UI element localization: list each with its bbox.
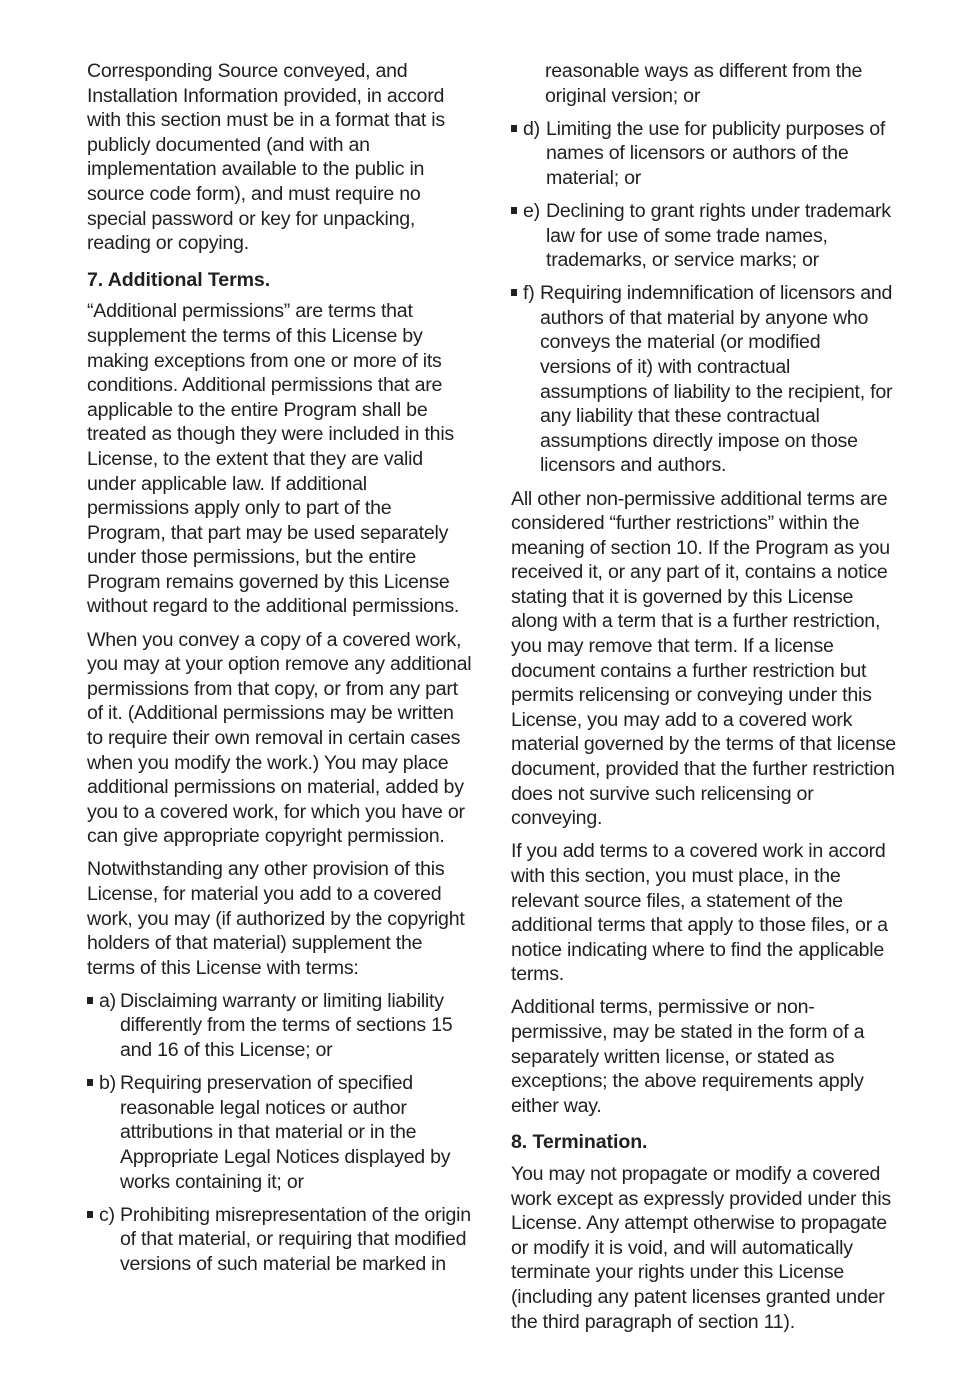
list-item-text: Requiring preservation of specified reasonable legal notices or author attributions in that material or in the Appropriate Legal Notices displayed by works containing it; or bbox=[120, 1072, 451, 1193]
square-bullet-icon bbox=[511, 289, 517, 296]
square-bullet-icon bbox=[511, 125, 517, 132]
list-item bbox=[511, 199, 896, 273]
list-item-text: Disclaiming warranty or limiting liability differently from the terms of sections 15 and 16 of this License; or bbox=[120, 989, 453, 1062]
list-item bbox=[87, 1071, 472, 1194]
left-column bbox=[87, 59, 472, 1285]
list-item-text: Limiting the use for publicity purposes of names of licensors or authors of the material; or bbox=[546, 117, 886, 189]
bullet-marker: f) bbox=[511, 281, 534, 306]
terms-list-left bbox=[87, 989, 472, 1277]
paragraph-additional-permissions: “Additional permissions” are terms that supplement the terms of this License by making exceptions from one or more of its conditions. Additional permissions that are applicable to the entire Program shall be treated as though they were included in this License, to the extent that they are valid under applicable law. If additional permissions apply only to part of the Program, that part may be used separately under those permissions, but the entire Program remains governed by this License without regard to the additional permissions. bbox=[87, 300, 460, 618]
list-item bbox=[87, 1203, 472, 1277]
terms-list-right bbox=[511, 117, 896, 478]
paragraph-termination: You may not propagate or modify a covered work except as expressly provided under this License. Any attempt otherwise to propagate or modify it is void, and will automatically terminate your rights under this License (including any patent licenses granted under the third paragraph of section 11). bbox=[511, 1162, 891, 1333]
paragraph-further-restrictions: All other non-permissive additional terms are considered “further restrictions” within the meaning of section 10. If the Program as you received it, or any part of it, contains a notice stating that it is governed by this License along with a term that is a further restriction, you may remove that term. If a license document contains a further restriction but permits relicensing or conveying under this License, you may add to a covered work material governed by the terms of that license document, provided that the further restriction does not survive such relicensing or conveying. bbox=[511, 487, 896, 830]
list-item-text: Declining to grant rights under trademark law for use of some trade names, trademarks, or service marks; or bbox=[546, 199, 891, 272]
bullet-marker: b) bbox=[87, 1071, 116, 1096]
square-bullet-icon bbox=[511, 207, 517, 214]
list-item bbox=[511, 281, 896, 478]
bullet-marker: c) bbox=[87, 1203, 115, 1228]
list-item-text: Requiring indemnification of licensors and authors of that material by anyone who conveys the material (or modified versions of it) with contractual assumptions of liability to the recipient, for any liability that these contractual assumptions directly impose on those licensors and authors. bbox=[540, 282, 893, 477]
list-item-text: Prohibiting misrepresentation of the origin of that material, or requiring that modified versions of such material be marked in bbox=[120, 1203, 471, 1275]
section-7-heading: 7. Additional Terms. bbox=[87, 268, 271, 291]
paragraph-remove-permissions: When you convey a copy of a covered work, you may at your option remove any additional permissions from that copy, or from any part of it. (Additional permissions may be written to require their own removal in certain cases when you modify the work.) You may place additional permissions on material, added by you to a covered work, for which you have or can give appropriate copyright permission. bbox=[87, 628, 472, 848]
square-bullet-icon bbox=[87, 1211, 93, 1218]
square-bullet-icon bbox=[87, 997, 93, 1004]
list-item-continuation: reasonable ways as different from the original version; or bbox=[545, 60, 863, 107]
bullet-marker: e) bbox=[511, 199, 540, 224]
paragraph-supplement-terms: Notwithstanding any other provision of this License, for material you add to a covered work, you may (if authorized by the copyright holders of that material) supplement the terms of this License with terms: bbox=[87, 858, 465, 979]
right-column bbox=[511, 59, 896, 1343]
paragraph-add-terms: If you add terms to a covered work in accord with this section, you must place, in the relevant source files, a statement of the additional terms that apply to those files, or a notice indicating where to find the applicable terms. bbox=[511, 840, 888, 986]
list-item bbox=[511, 117, 896, 191]
section-8-heading: 8. Termination. bbox=[511, 1131, 648, 1154]
square-bullet-icon bbox=[87, 1079, 93, 1086]
bullet-marker: d) bbox=[511, 117, 540, 142]
intro-paragraph: Corresponding Source conveyed, and Installation Information provided, in accord with this section must be in a format that is publicly documented (and with an implementation available to the public in source code form), and must require no special password or key for unpacking, reading or copying. bbox=[87, 60, 445, 255]
list-item bbox=[87, 989, 472, 1063]
bullet-marker: a) bbox=[87, 989, 116, 1014]
paragraph-additional-terms-form: Additional terms, permissive or non-permissive, may be stated in the form of a separately written license, or stated as exceptions; the above requirements apply either way. bbox=[511, 996, 865, 1117]
